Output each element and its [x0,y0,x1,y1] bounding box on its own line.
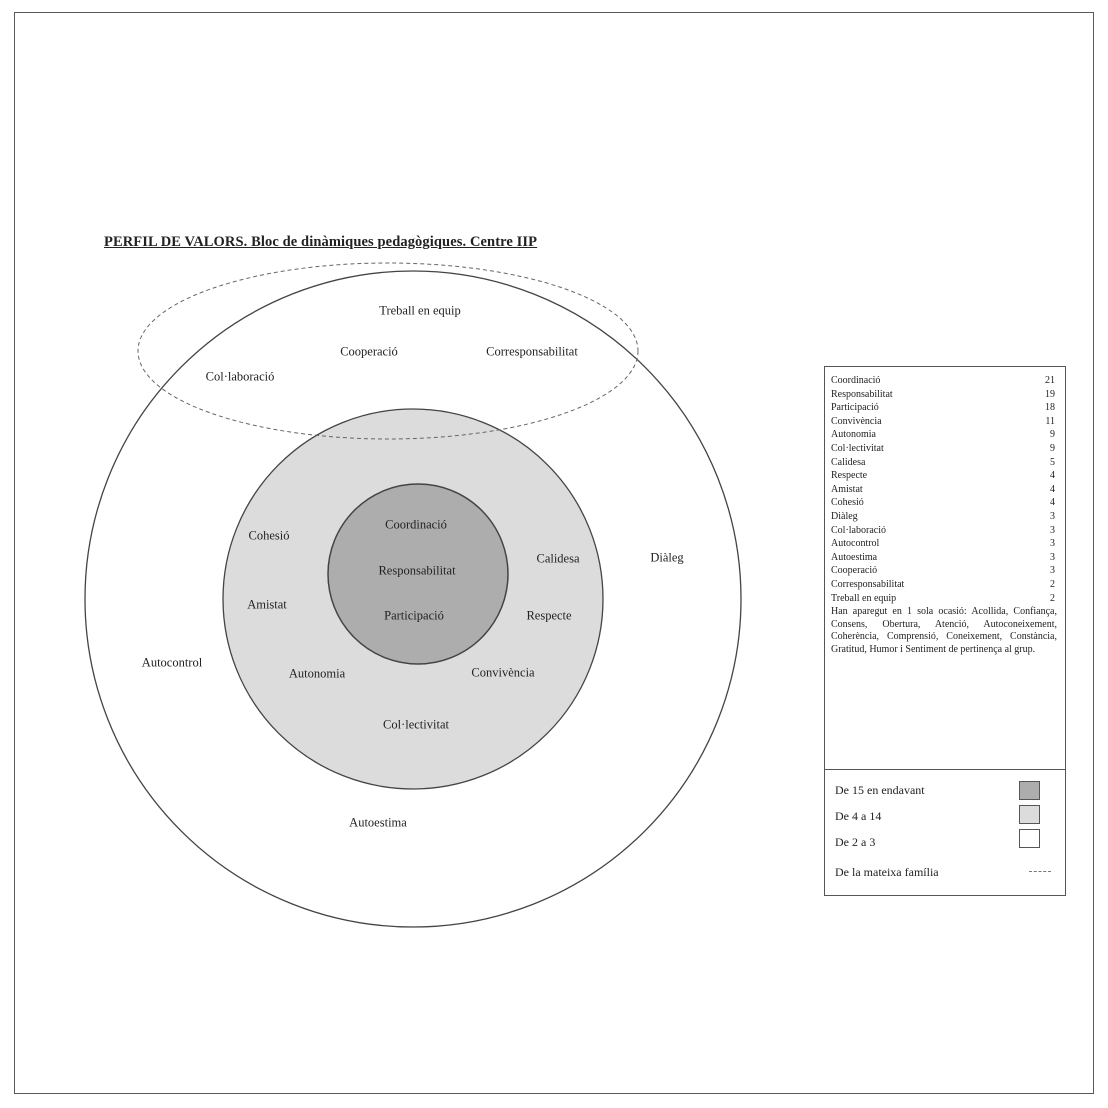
outer-label-cooperacio: Cooperació [340,344,398,359]
legend-value-count: 4 [1050,483,1055,495]
legend-value-count: 2 [1050,578,1055,590]
key-swatch-4-to-14 [1019,805,1040,824]
legend-value-name: Amistat [831,483,863,495]
legend-value-name: Corresponsabilitat [831,578,905,590]
key-label-same-family: De la mateixa família [835,865,939,879]
legend-value-name: Autocontrol [831,538,880,550]
legend-value-name: Col·laboració [831,524,886,536]
legend-row [831,415,1057,429]
legend-value-count: 3 [1050,510,1055,522]
key-dashed-line [1029,871,1051,872]
legend-value-count: 2 [1050,592,1055,604]
outer-label-dialeg: Diàleg [650,550,684,565]
legend-row [831,537,1057,551]
legend-value-count: 11 [1045,415,1055,427]
legend-value-count: 18 [1045,402,1055,414]
legend-value-name: Respecte [831,470,868,482]
legend-row [831,592,1057,606]
middle-label-respecte: Respecte [526,608,572,623]
legend-value-name: Diàleg [831,510,858,522]
legend-value-name: Cohesió [831,497,864,509]
middle-label-autonomia: Autonomia [288,666,346,681]
key-swatch-2-to-3 [1019,829,1040,848]
middle-label-amistat: Amistat [247,597,287,612]
legend-value-name: Col·lectivitat [831,442,884,454]
outer-label-treball-en-equip: Treball en equip [379,303,461,318]
legend-value-name: Autoestima [831,551,878,563]
inner-label-participacio: Participació [384,608,444,623]
key-label-15-plus: De 15 en endavant [835,783,925,797]
legend-value-count: 3 [1050,538,1055,550]
key-swatch-15-plus [1019,781,1040,800]
legend-row [831,496,1057,510]
legend-row [831,524,1057,538]
legend-value-count: 21 [1045,375,1055,386]
legend-row [831,374,1057,388]
legend-row [831,510,1057,524]
legend-row [831,483,1057,497]
legend-value-count: 3 [1050,565,1055,577]
legend-value-list [831,374,1057,656]
legend-row [831,551,1057,565]
legend-value-name: Cooperació [831,565,878,577]
page-title: PERFIL DE VALORS. Bloc de dinàmiques pedagògiques. Centre IIP [104,234,538,250]
legend-value-name: Autonomia [831,429,876,441]
legend-value-count: 9 [1050,429,1055,441]
legend-value-count: 3 [1050,524,1055,536]
legend-row [831,401,1057,415]
legend-value-name: Treball en equip [831,592,897,604]
middle-label-col-lectivitat: Col·lectivitat [383,717,449,732]
legend-value-count: 19 [1045,388,1055,400]
legend-value-count: 5 [1050,456,1055,468]
legend-value-name: Coordinació [831,375,881,386]
legend-row [831,564,1057,578]
outer-label-col-laboracio: Col·laboració [205,369,275,384]
legend-row [831,442,1057,456]
legend-row [831,578,1057,592]
legend-value-count: 4 [1050,497,1055,509]
middle-label-convivencia: Convivència [471,665,535,680]
legend-value-name: Calidesa [831,456,866,468]
inner-label-coordinacio: Coordinació [385,517,447,532]
outer-label-corresponsabilitat: Corresponsabilitat [486,344,578,359]
legend-row [831,388,1057,402]
legend-box [824,366,1066,896]
outer-label-autoestima: Autoestima [349,815,407,830]
legend-row [831,469,1057,483]
middle-label-calidesa: Calidesa [536,551,580,566]
key-label-2-to-3: De 2 a 3 [835,835,876,849]
legend-row [831,456,1057,470]
legend-value-count: 4 [1050,470,1055,482]
legend-row [831,428,1057,442]
legend-value-name: Participació [831,402,879,414]
legend-value-name: Responsabilitat [831,388,893,400]
legend-value-count: 9 [1050,442,1055,454]
outer-label-autocontrol: Autocontrol [141,655,203,670]
legend-single-occurrence-note: Han aparegut en 1 sola ocasió: Acollida, Confiança, Consens, Obertura, Atenció, Autoconeixement, Coherència, Comprensió, Coneixement, Constància, Gratitud, Humor i Sentiment de pertinença al grup. [831,606,1057,655]
legend-value-name: Convivència [831,415,882,427]
legend-value-count: 3 [1050,551,1055,563]
middle-label-cohesio: Cohesió [248,528,290,543]
inner-label-responsabilitat: Responsabilitat [378,563,456,578]
legend-divider [825,769,1065,770]
key-label-4-to-14: De 4 a 14 [835,809,882,823]
